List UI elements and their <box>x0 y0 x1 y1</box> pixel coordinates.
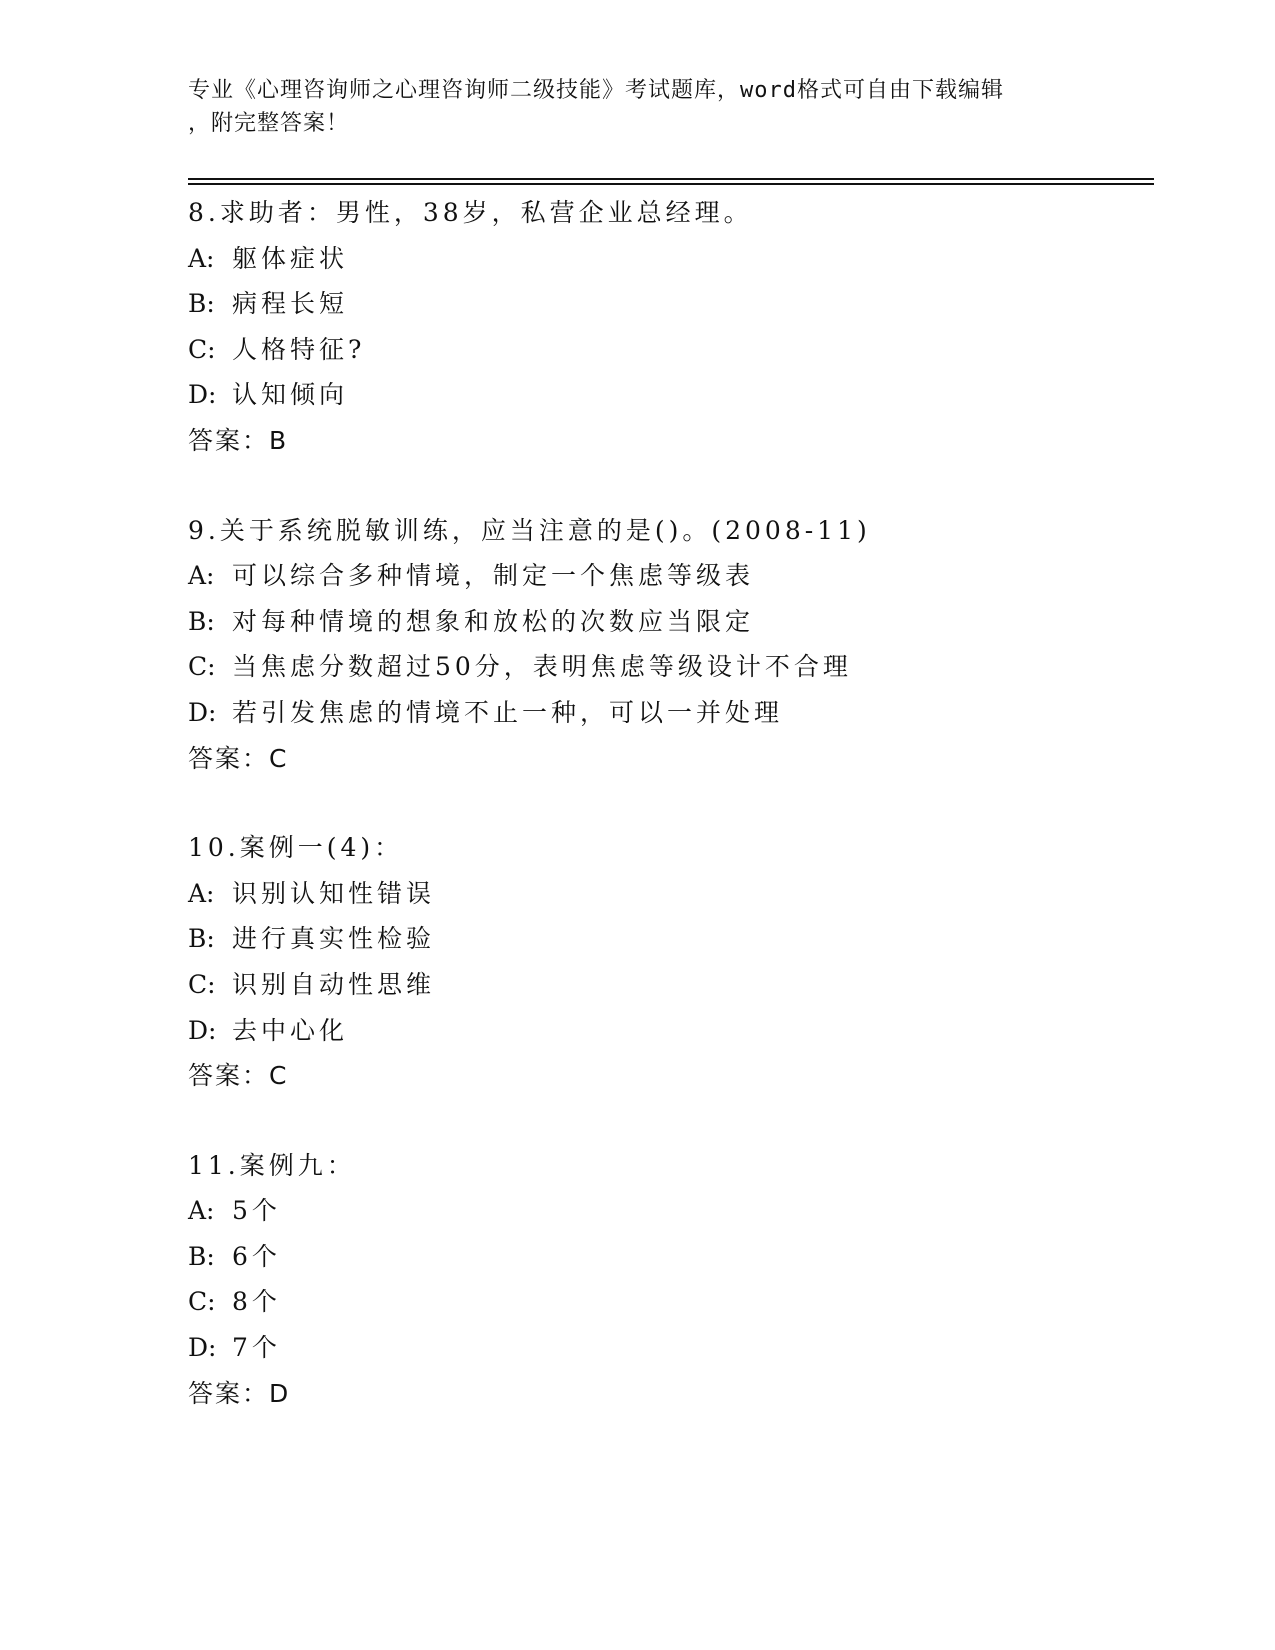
option-key: D: <box>188 1015 217 1045</box>
option-d <box>188 372 1148 418</box>
question-10 <box>188 825 1148 1099</box>
option-key: D: <box>188 697 217 727</box>
option-key: C: <box>188 334 216 364</box>
question-11 <box>188 1143 1148 1417</box>
option-a <box>188 871 1148 917</box>
option-c <box>188 644 1148 690</box>
question-8 <box>188 190 1148 464</box>
question-9 <box>188 508 1148 782</box>
option-text: 进行真实性检验 <box>232 924 436 954</box>
document-header <box>188 74 1088 140</box>
option-c <box>188 962 1148 1008</box>
option-c <box>188 327 1148 373</box>
option-key: B: <box>188 1241 215 1271</box>
answer: 答案：C <box>188 1061 289 1091</box>
option-key: C: <box>188 969 216 999</box>
option-text: 可以综合多种情境，制定一个焦虑等级表 <box>232 561 755 591</box>
option-key: B: <box>188 606 215 636</box>
option-a <box>188 553 1148 599</box>
option-text: 病程长短 <box>232 289 349 319</box>
option-key: C: <box>188 652 216 682</box>
option-key: D: <box>188 380 217 410</box>
option-a <box>188 236 1148 282</box>
option-key: A: <box>188 1196 215 1226</box>
question-stem: 10.案例一(4)： <box>188 833 404 863</box>
option-key: D: <box>188 1333 217 1363</box>
option-c <box>188 1279 1148 1325</box>
option-key: A: <box>188 243 215 273</box>
option-text: 5个 <box>232 1196 281 1226</box>
option-a <box>188 1188 1148 1234</box>
question-stem: 11.案例九： <box>188 1150 356 1180</box>
header-divider-bottom <box>188 183 1154 185</box>
option-key: B: <box>188 289 215 319</box>
option-text: 躯体症状 <box>232 243 349 273</box>
option-text: 认知倾向 <box>232 380 349 410</box>
option-d <box>188 1008 1148 1054</box>
question-stem: 9.关于系统脱敏训练，应当注意的是()。(2008-11) <box>188 515 871 545</box>
option-key: A: <box>188 561 215 591</box>
header-divider-top <box>188 178 1154 180</box>
option-key: C: <box>188 1287 216 1317</box>
option-b <box>188 916 1148 962</box>
answer: 答案：D <box>188 1378 291 1408</box>
question-stem: 8.求助者：男性，38岁，私营企业总经理。 <box>188 198 753 227</box>
option-d <box>188 690 1148 736</box>
answer: 答案：B <box>188 425 289 455</box>
option-key: A: <box>188 878 215 908</box>
option-b <box>188 599 1148 645</box>
option-text: 8个 <box>232 1287 281 1317</box>
question-list <box>188 190 1148 1460</box>
option-d <box>188 1325 1148 1371</box>
option-text: 识别自动性思维 <box>232 969 436 999</box>
option-key: B: <box>188 924 215 954</box>
option-text: 当焦虑分数超过50分，表明焦虑等级设计不合理 <box>232 652 852 682</box>
option-text: 去中心化 <box>232 1015 349 1045</box>
option-text: 若引发焦虑的情境不止一种，可以一并处理 <box>232 697 784 727</box>
option-b <box>188 1234 1148 1280</box>
option-text: 6个 <box>232 1241 281 1271</box>
option-text: 7个 <box>232 1333 281 1363</box>
option-b <box>188 281 1148 327</box>
answer: 答案：C <box>188 743 289 773</box>
header-line-1: 专业《心理咨询师之心理咨询师二级技能》考试题库，word格式可自由下载编辑 <box>188 78 1004 103</box>
option-text: 识别认知性错误 <box>232 878 436 908</box>
header-line-2: ，附完整答案！ <box>188 111 350 136</box>
option-text: 人格特征? <box>232 334 366 364</box>
option-text: 对每种情境的想象和放松的次数应当限定 <box>232 606 755 636</box>
